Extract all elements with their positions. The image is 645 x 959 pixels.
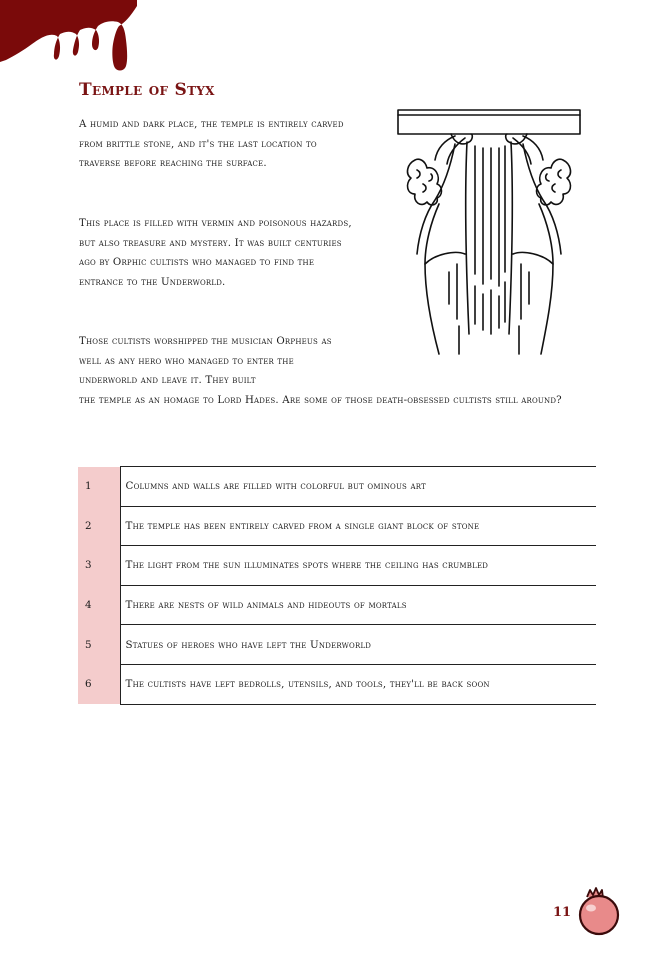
description-paragraph: This place is filled with vermin and poisonous hazards, but also treasure and mystery. It was built centuries ago by Orphic cultists who managed to find the entrance to the Underworld.: [79, 218, 352, 288]
row-number: 2: [78, 506, 120, 546]
row-number: 5: [78, 625, 120, 665]
table-row: [78, 625, 596, 665]
pomegranate-icon: [574, 887, 624, 937]
table-row: [78, 546, 596, 586]
blood-drip-icon: [0, 0, 140, 80]
table-row: [78, 506, 596, 546]
intro-paragraph: A humid and dark place, the temple is entirely carved from brittle stone, and it's the last location to traverse before reaching the surface.: [79, 119, 344, 169]
caryatid-column-illustration: [395, 104, 585, 366]
row-text: The temple has been entirely carved from a single giant block of stone: [120, 506, 596, 546]
cultists-paragraph-end: the temple as an homage to Lord Hades. Are some of those death-obsessed cultists still around?: [79, 394, 562, 406]
random-features-table: [78, 466, 596, 705]
table-row: [78, 664, 596, 704]
table-row: [78, 467, 596, 507]
section-title: Temple of Styx: [79, 80, 215, 100]
row-text: Columns and walls are filled with colorful but ominous art: [120, 467, 596, 507]
row-number: 4: [78, 585, 120, 625]
table-row: [78, 585, 596, 625]
cultists-paragraph-start: Those cultists worshipped the musician Orpheus as well as any hero who managed to enter the underworld and leave it. They built: [79, 336, 332, 386]
row-text: Statues of heroes who have left the Underworld: [120, 625, 596, 665]
row-number: 3: [78, 546, 120, 586]
row-number: 6: [78, 664, 120, 704]
page-number: 11: [553, 905, 572, 920]
row-text: The light from the sun illuminates spots where the ceiling has crumbled: [120, 546, 596, 586]
row-text: There are nests of wild animals and hideouts of mortals: [120, 585, 596, 625]
row-text: The cultists have left bedrolls, utensils, and tools, they'll be back soon: [120, 664, 596, 704]
row-number: 1: [78, 467, 120, 507]
